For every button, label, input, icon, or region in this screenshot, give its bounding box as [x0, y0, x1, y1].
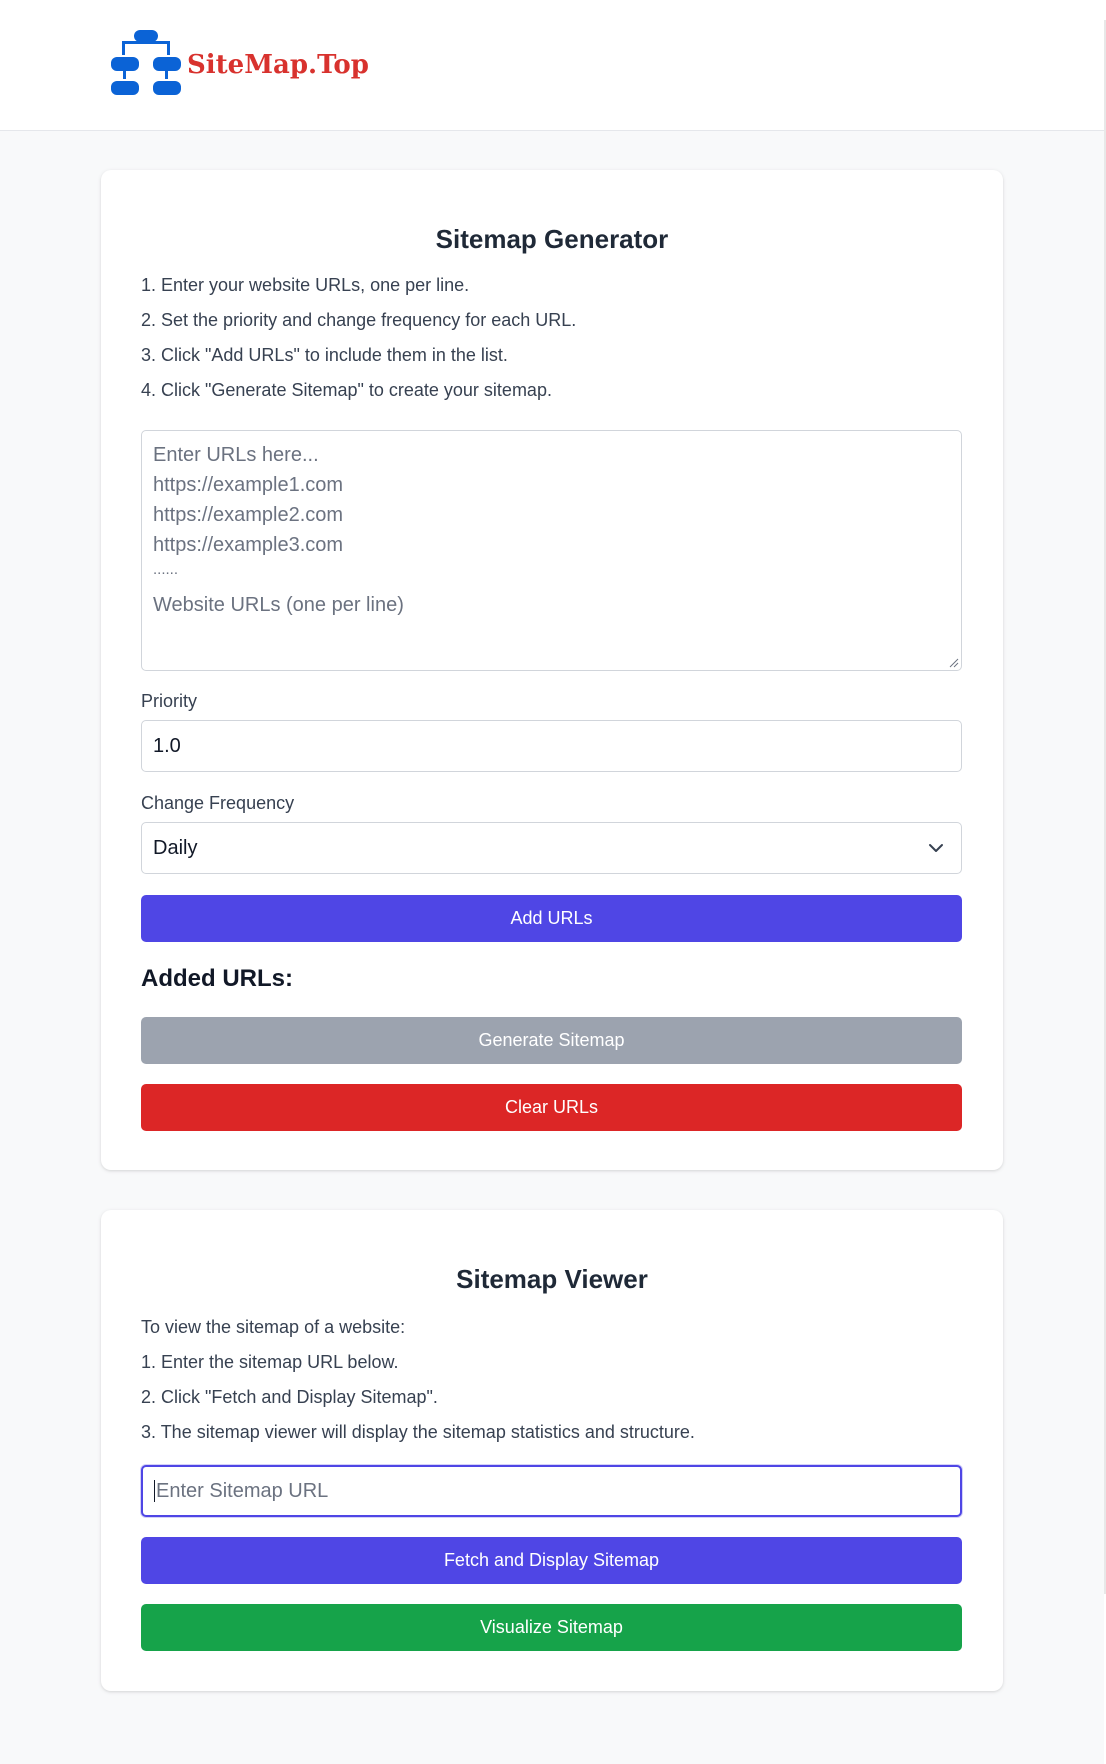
sitemap-logo-icon: [111, 30, 185, 100]
added-urls-heading: Added URLs:: [141, 965, 293, 992]
viewer-step-3: 3. The sitemap viewer will display the sitemap statistics and structure.: [141, 1422, 695, 1442]
sitemap-url-placeholder: Enter Sitemap URL: [156, 1479, 329, 1502]
fetch-display-sitemap-button[interactable]: Fetch and Display Sitemap: [141, 1537, 962, 1584]
generator-step-3: 3. Click "Add URLs" to include them in the list.: [141, 345, 508, 365]
urls-placeholder-line: https://example3.com: [153, 534, 344, 556]
clear-urls-button[interactable]: Clear URLs: [141, 1084, 962, 1131]
change-frequency-value: Daily: [153, 836, 198, 859]
add-urls-button[interactable]: Add URLs: [141, 895, 962, 942]
generator-title: Sitemap Generator: [435, 224, 669, 254]
visualize-sitemap-button[interactable]: Visualize Sitemap: [141, 1604, 962, 1651]
sitemap-generator-card: [101, 170, 1003, 1170]
priority-input[interactable]: [141, 720, 962, 772]
generator-step-2: 2. Set the priority and change frequency for each URL.: [141, 310, 577, 330]
resize-grip-icon[interactable]: [947, 656, 959, 668]
viewer-intro: To view the sitemap of a website:: [141, 1317, 406, 1337]
urls-placeholder-line: Website URLs (one per line): [153, 594, 404, 616]
chevron-down-icon: [927, 839, 945, 857]
priority-value: 1.0: [153, 734, 181, 757]
viewer-step-2: 2. Click "Fetch and Display Sitemap".: [141, 1387, 438, 1407]
sitemap-url-input[interactable]: [141, 1465, 962, 1517]
change-frequency-label: Change Frequency: [141, 793, 295, 813]
website-urls-textarea[interactable]: [141, 430, 962, 671]
viewer-step-1: 1. Enter the sitemap URL below.: [141, 1352, 399, 1372]
urls-placeholder-line: https://example1.com: [153, 474, 344, 496]
sitemap-viewer-card: [101, 1210, 1003, 1691]
generate-sitemap-button[interactable]: Generate Sitemap: [141, 1017, 962, 1064]
viewer-title: Sitemap Viewer: [456, 1264, 648, 1294]
generator-step-4: 4. Click "Generate Sitemap" to create your sitemap.: [141, 380, 552, 400]
urls-placeholder-line: Enter URLs here...: [153, 444, 319, 466]
generator-step-1: 1. Enter your website URLs, one per line.: [141, 275, 470, 295]
change-frequency-select[interactable]: [141, 822, 962, 874]
priority-label: Priority: [141, 691, 198, 711]
urls-placeholder-line: https://example2.com: [153, 504, 344, 526]
site-logo[interactable]: [111, 30, 369, 100]
urls-placeholder-line: ......: [153, 561, 179, 578]
logo-text: SiteMap.Top: [187, 50, 369, 80]
site-header: [0, 0, 1104, 131]
text-caret: [154, 1480, 155, 1502]
